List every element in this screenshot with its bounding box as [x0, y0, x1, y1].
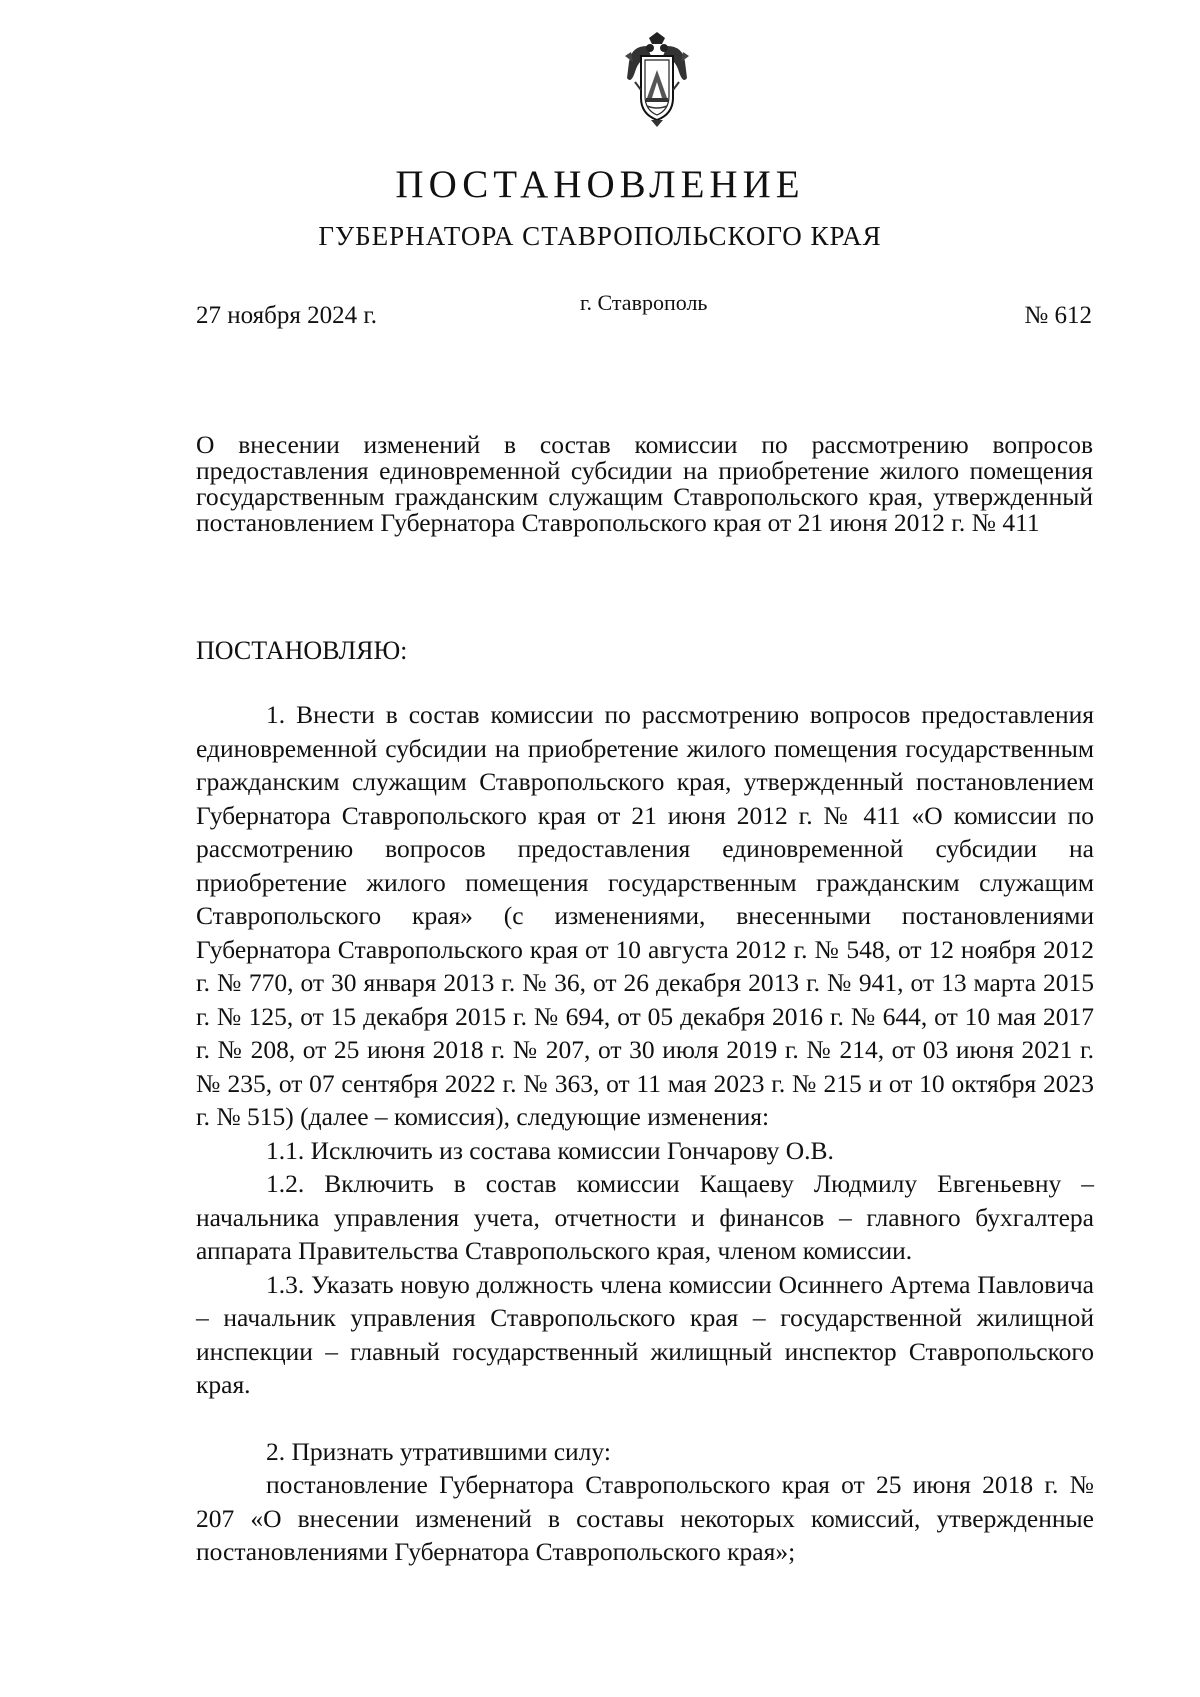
paragraph-2-item-1: постановление Губернатора Ставропольского края от 25 июня 2018 г. № 207 «О внесении изменений в составы некоторых комиссий, утвержденные постановлениями Губернатора Ставропольского края»; — [196, 1470, 1094, 1566]
decree-word: ПОСТАНОВЛЯЮ: — [196, 636, 408, 665]
document-heading: О внесении изменений в состав комиссии по рассмотрению вопросов предоставления единовременной субсидии на приобретение жилого помещения государственным гражданским служащим Ставропольского края, утвержденный постановлением Губернатора Ставропольского края от 21 июня 2012 г. № 411 — [196, 430, 1093, 537]
document-date: 27 ноября 2024 г. — [196, 302, 378, 329]
paragraph-2: 2. Признать утратившими силу: — [266, 1436, 611, 1466]
paragraph-1: 1. Внести в состав комиссии по рассмотрению вопросов предоставления единовременной субсидии на приобретение жилого помещения государственным гражданским служащим Ставропольского края, утвержденный постановлением Губернатора Ставропольского края от 21 июня 2012 г. № 411 «О комиссии по рассмотрению вопросов предоставления единовременной субсидии на приобретение жилого помещения государственным гражданским служащим Ставропольского края» (с изменениями, внесенными постановлениями Губернатора Ставропольского края от 10 августа 2012 г. № 548, от 12 ноября 2012 г. № 770, от 30 января 2013 г. № 36, от 26 декабря 2013 г. № 941, от 13 марта 2015 г. № 125, от 15 декабря 2015 г. № 694, от 05 декабря 2016 г. № 644, от 10 мая 2017 г. № 208, от 25 июня 2018 г. № 207, от 30 июля 2019 г. № 214, от 03 июня 2021 г. № 235, от 07 сентября 2022 г. № 363, от 11 мая 2023 г. № 215 и от 10 октября 2023 г. № 515) (далее – комиссия), следующие изменения: — [196, 700, 1094, 1131]
document-title: ПОСТАНОВЛЕНИЕ — [395, 163, 805, 206]
document-city: г. Ставрополь — [580, 290, 708, 315]
paragraph-1-1: 1.1. Исключить из состава комиссии Гончарову О.В. — [266, 1135, 834, 1165]
paragraph-1-2: 1.2. Включить в состав комиссии Кащаеву Людмилу Евгеньевну – начальника управления учета, отчетности и финансов – главного бухгалтера аппарата Правительства Ставропольского края, членом комиссии. — [196, 1169, 1094, 1265]
coat-of-arms-emblem — [621, 32, 693, 128]
document-subtitle: ГУБЕРНАТОРА СТАВРОПОЛЬСКОГО КРАЯ — [318, 221, 882, 251]
paragraph-1-3: 1.3. Указать новую должность члена комиссии Осиннего Артема Павловича – начальник управления Ставропольского края – государственной жилищной инспекции – главный государственный жилищный инспектор Ставропольского края. — [196, 1269, 1094, 1399]
document-body — [196, 698, 1094, 1569]
document-number: № 612 — [1024, 302, 1092, 329]
